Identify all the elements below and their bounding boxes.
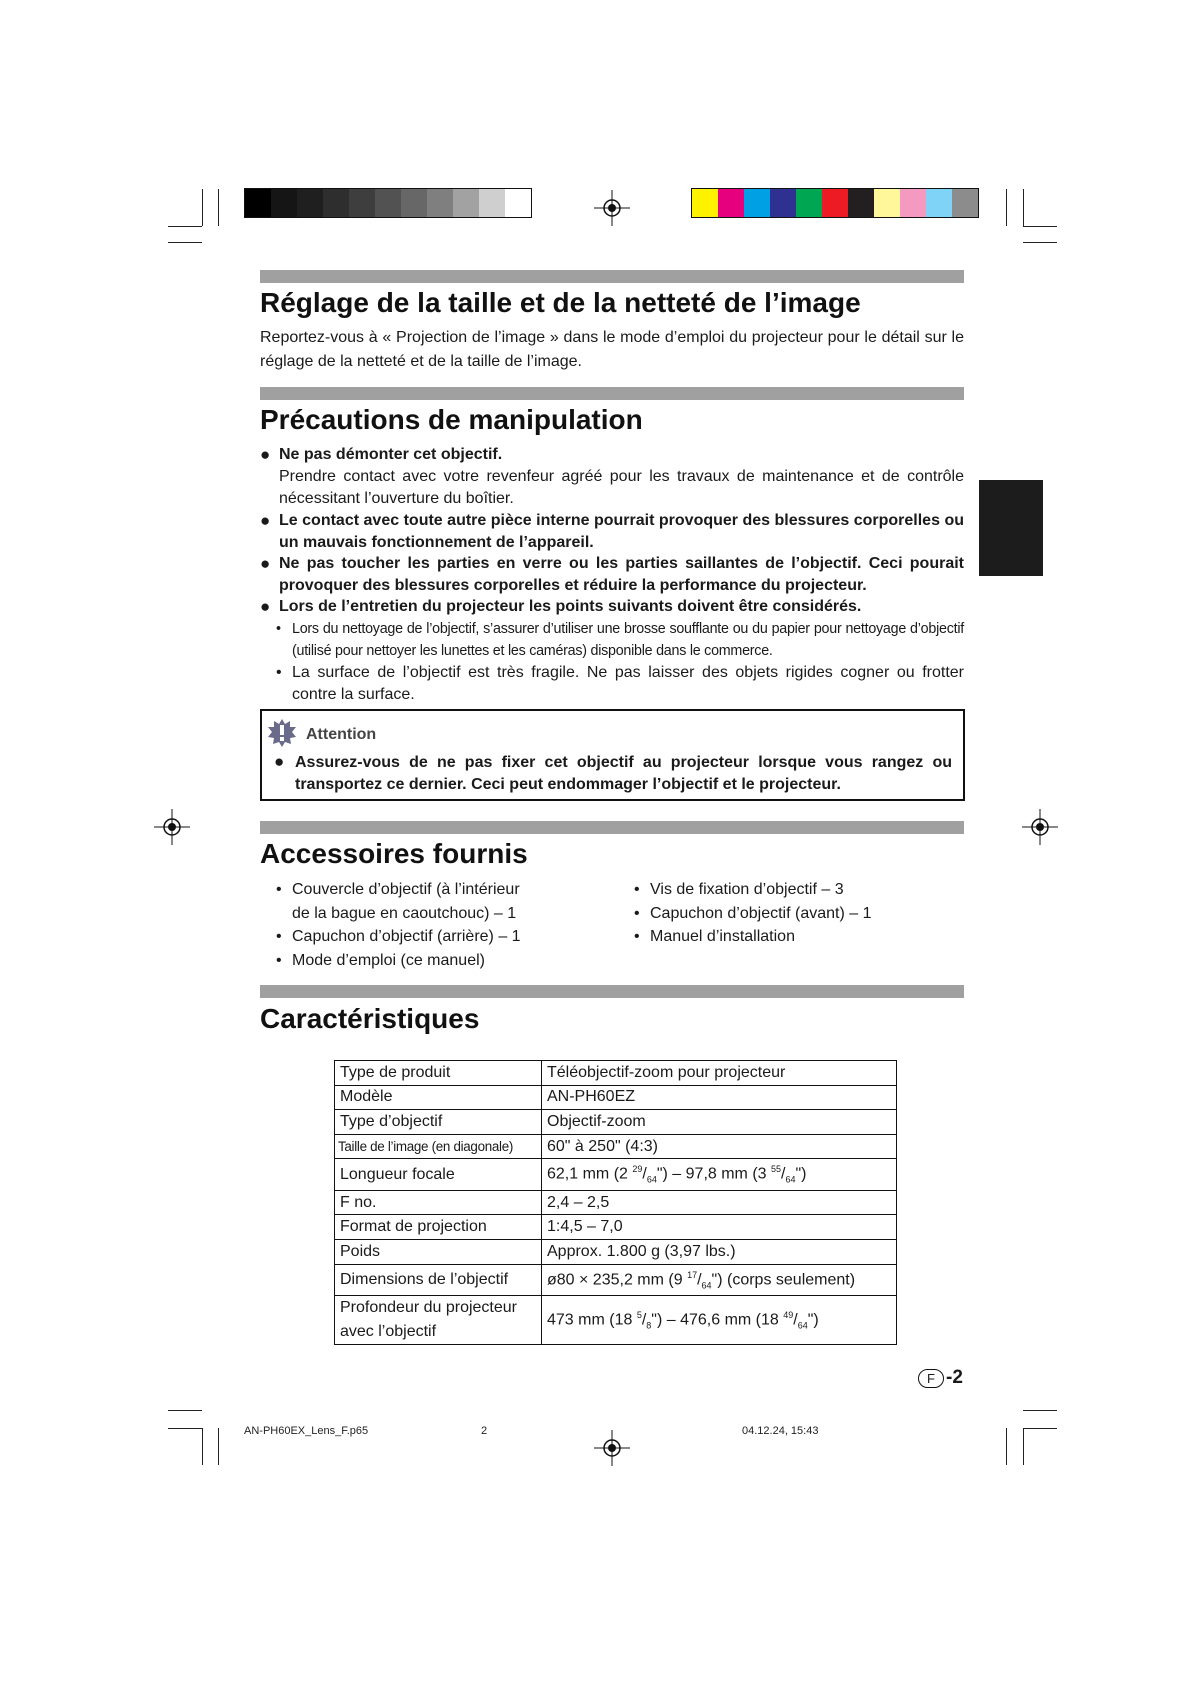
footer-filename: AN-PH60EX_Lens_F.p65 (244, 1425, 369, 1437)
footer-page: 2 (481, 1425, 488, 1437)
crop-mark (1023, 1428, 1057, 1429)
spec-key (335, 1296, 542, 1345)
spec-key: Type de produit (335, 1061, 542, 1086)
color-swatch (848, 189, 874, 217)
fraction-numerator: 55 (771, 1164, 782, 1175)
subitem-text: Lors du nettoyage de l’objectif, s’assurer d’utiliser une brosse soufflante ou du papier pour nettoyage d’objectif (utilisé pour nettoyer les lunettes et les caméras) disponible dans le commerce. (292, 621, 964, 659)
color-swatch (323, 189, 349, 217)
crop-mark (168, 226, 202, 227)
table-row (335, 1215, 897, 1240)
spec-key: Format de projection (335, 1215, 542, 1240)
color-swatch (692, 189, 718, 217)
grayscale-color-bar (244, 188, 532, 218)
crop-mark (1023, 1428, 1024, 1465)
precaution-item (260, 444, 964, 510)
fraction-denominator: 64 (701, 1280, 712, 1291)
bullet: • (276, 621, 281, 637)
list-item (634, 925, 871, 949)
spec-value: 62,1 mm (2 $^{29}/_{64}") - 97,8$ mm (3 $^{55}/_{64}$") (542, 1159, 897, 1191)
fraction-numerator: 17 (687, 1269, 698, 1280)
crop-mark (218, 189, 219, 226)
spec-value: 60" à 250" (4:3) (542, 1134, 897, 1159)
attention-label: Attention (306, 726, 377, 743)
bullet: ● (260, 597, 271, 616)
color-swatch (874, 189, 900, 217)
section-rule (260, 985, 964, 998)
table-row (335, 1085, 897, 1110)
table-row (335, 1134, 897, 1159)
table-row (335, 1240, 897, 1265)
crop-mark (202, 189, 203, 226)
spec-key: Taille de l’image (en diagonale) (335, 1134, 542, 1159)
list-item (276, 925, 521, 949)
section-tab (979, 480, 1043, 576)
crop-mark (202, 1428, 203, 1465)
crop-mark (1023, 226, 1057, 227)
crop-mark (168, 242, 202, 243)
crop-mark (168, 1428, 202, 1429)
spec-key-line: Profondeur du projecteur (340, 1299, 517, 1317)
spec-table (334, 1060, 897, 1345)
value-part: ") (807, 1311, 819, 1329)
registration-mark-icon (592, 1428, 632, 1468)
list-item-text: Couvercle d’objectif (à l’intérieur (292, 881, 520, 898)
spec-value: Téléobjectif-zoom pour projecteur (542, 1061, 897, 1086)
precaution-item (260, 553, 964, 597)
bullet: • (634, 881, 640, 898)
section-rule (260, 821, 964, 834)
list-item-text: Manuel d’installation (650, 928, 795, 945)
value-part: ø80 × 235,2 mm (9 (547, 1271, 688, 1288)
value-part: ") (795, 1165, 807, 1183)
attention-box (260, 709, 965, 801)
bullet: ● (260, 511, 271, 530)
bullet: • (634, 928, 640, 945)
list-item (276, 949, 521, 973)
section-rule (260, 270, 964, 283)
crop-mark (1006, 189, 1007, 226)
list-item-text: Mode d’emploi (ce manuel) (292, 951, 485, 969)
color-swatch (297, 189, 323, 217)
spec-value: Objectif-zoom (542, 1110, 897, 1135)
crop-mark (218, 1428, 219, 1465)
value-part: ") – 476,6 mm (18 (651, 1311, 784, 1329)
table-row (335, 1264, 897, 1296)
precaution-title: Ne pas démonter cet objectif. (279, 446, 503, 463)
maintenance-subitem (276, 662, 964, 706)
accessories-left-list (276, 878, 521, 972)
registration-mark-icon (592, 188, 632, 228)
table-row (335, 1190, 897, 1215)
color-swatch (744, 189, 770, 217)
value-part: ") (corps seulement) (711, 1271, 856, 1288)
spec-key: Poids (335, 1240, 542, 1265)
crop-mark (1006, 1428, 1007, 1465)
color-swatch (375, 189, 401, 217)
attention-text: Assurez-vous de ne pas fixer cet objectif au projecteur lorsque vous rangez ou transportez ce dernier. Ceci peut endommager l’objectif et le projecteur. (295, 754, 952, 793)
color-swatch (926, 189, 952, 217)
color-swatch (245, 189, 271, 217)
fraction-numerator: 49 (783, 1309, 794, 1320)
color-swatch (900, 189, 926, 217)
color-swatch (770, 189, 796, 217)
color-swatch (453, 189, 479, 217)
spec-value: 473 mm (18 $^5/_8") - 476,6$ mm (18 $^{49}/_{64}$") (542, 1296, 897, 1345)
spec-value: 1:4,5 – 7,0 (542, 1215, 897, 1240)
color-swatch (479, 189, 505, 217)
bullet: • (276, 928, 282, 945)
precaution-item (260, 596, 964, 618)
color-swatch (401, 189, 427, 217)
section-title-accessoires: Accessoires fournis (260, 838, 528, 869)
section-title-precautions: Précautions de manipulation (260, 404, 643, 435)
color-swatch (822, 189, 848, 217)
bullet: ● (260, 445, 271, 464)
bullet: • (276, 881, 282, 898)
bullet: ● (274, 752, 285, 771)
section-rule (260, 387, 964, 400)
list-item-text: Capuchon d’objectif (avant) – 1 (650, 904, 872, 922)
reglage-text: Reportez-vous à « Projection de l’image » dans le mode d’emploi du projecteur pour le détail sur le réglage de la netteté et de la taille de l’image. (260, 329, 964, 370)
warning-burst-icon (267, 718, 297, 748)
value-part: 473 mm (18 (547, 1311, 637, 1329)
spec-value: Approx. 1.800 g (3,97 lbs.) (542, 1240, 897, 1265)
list-item-text: Vis de fixation d’objectif – 3 (650, 881, 844, 898)
fraction-numerator: 5 (636, 1309, 642, 1320)
language-letter-badge: F (918, 1369, 944, 1388)
color-swatch (718, 189, 744, 217)
bullet: • (634, 904, 640, 922)
section-title-reglage: Réglage de la taille et de la netteté de l’image (260, 287, 861, 318)
list-item (276, 878, 521, 902)
color-swatch (952, 189, 978, 217)
maintenance-subitem (276, 618, 964, 662)
spec-key: Type d’objectif (335, 1110, 542, 1135)
bullet: • (276, 951, 282, 969)
subitem-text: La surface de l’objectif est très fragile. Ne pas laisser des objets rigides cogner ou frotter contre la surface. (292, 664, 964, 703)
page-number (918, 1367, 963, 1389)
registration-mark-icon (152, 807, 192, 847)
color-swatch (427, 189, 453, 217)
table-row (335, 1296, 897, 1345)
spec-key: Modèle (335, 1085, 542, 1110)
fraction-numerator: 29 (632, 1164, 643, 1175)
fraction-denominator: 64 (646, 1174, 657, 1185)
list-item (634, 902, 871, 926)
page-number-suffix: -2 (946, 1367, 963, 1388)
list-item-continuation (276, 902, 521, 926)
spec-key: Longueur focale (335, 1159, 542, 1191)
fraction-denominator: 64 (797, 1320, 808, 1331)
registration-mark-icon (1020, 807, 1060, 847)
precaution-item (260, 510, 964, 554)
spec-value: ø80 × 235,2 mm (9 $^{17}/_{64}$") (corps seulement) (542, 1264, 897, 1296)
spec-value: AN-PH60EZ (542, 1085, 897, 1110)
table-row (335, 1159, 897, 1191)
crop-mark (1023, 189, 1024, 226)
color-swatch (271, 189, 297, 217)
list-item (634, 878, 871, 902)
process-color-bar (691, 188, 979, 218)
crop-mark (168, 1410, 202, 1411)
fraction-denominator: 8 (646, 1320, 652, 1331)
precaution-text: Prendre contact avec votre revenfeur agréé pour les travaux de maintenance et de contrôle nécessitant l’ouverture du boîtier. (279, 468, 964, 507)
list-item-text: Capuchon d’objectif (arrière) – 1 (292, 928, 521, 945)
accessories-right-list (634, 878, 871, 949)
precaution-text: Ne pas toucher les parties en verre ou les parties saillantes de l’objectif. Ceci pourait provoquer des blessures corporelles et réduire la performance du projecteur. (279, 555, 964, 594)
value-part: 62,1 mm (2 (547, 1165, 633, 1183)
table-row (335, 1110, 897, 1135)
bullet: • (276, 664, 282, 681)
crop-mark (1023, 242, 1057, 243)
spec-value: 2,4 – 2,5 (542, 1190, 897, 1215)
precaution-text: Lors de l’entretien du projecteur les points suivants doivent être considérés. (279, 598, 862, 615)
list-item-text: de la bague en caoutchouc) – 1 (292, 904, 517, 922)
section-title-caracteristiques: Caractéristiques (260, 1003, 480, 1034)
bullet: ● (260, 554, 271, 573)
precaution-text: Le contact avec toute autre pièce interne pourrait provoquer des blessures corporelles ou un mauvais fonctionnement de l’appareil. (279, 512, 964, 551)
value-part: ") – 97,8 mm (3 (656, 1165, 771, 1183)
color-swatch (349, 189, 375, 217)
spec-key-line: avec l’objectif (340, 1323, 437, 1341)
color-swatch (505, 189, 531, 217)
fraction-denominator: 64 (785, 1174, 796, 1185)
spec-key: Dimensions de l’objectif (335, 1264, 542, 1296)
spec-key: F no. (335, 1190, 542, 1215)
color-swatch (796, 189, 822, 217)
table-row (335, 1061, 897, 1086)
footer-date: 04.12.24, 15:43 (742, 1425, 819, 1437)
crop-mark (1023, 1410, 1057, 1411)
